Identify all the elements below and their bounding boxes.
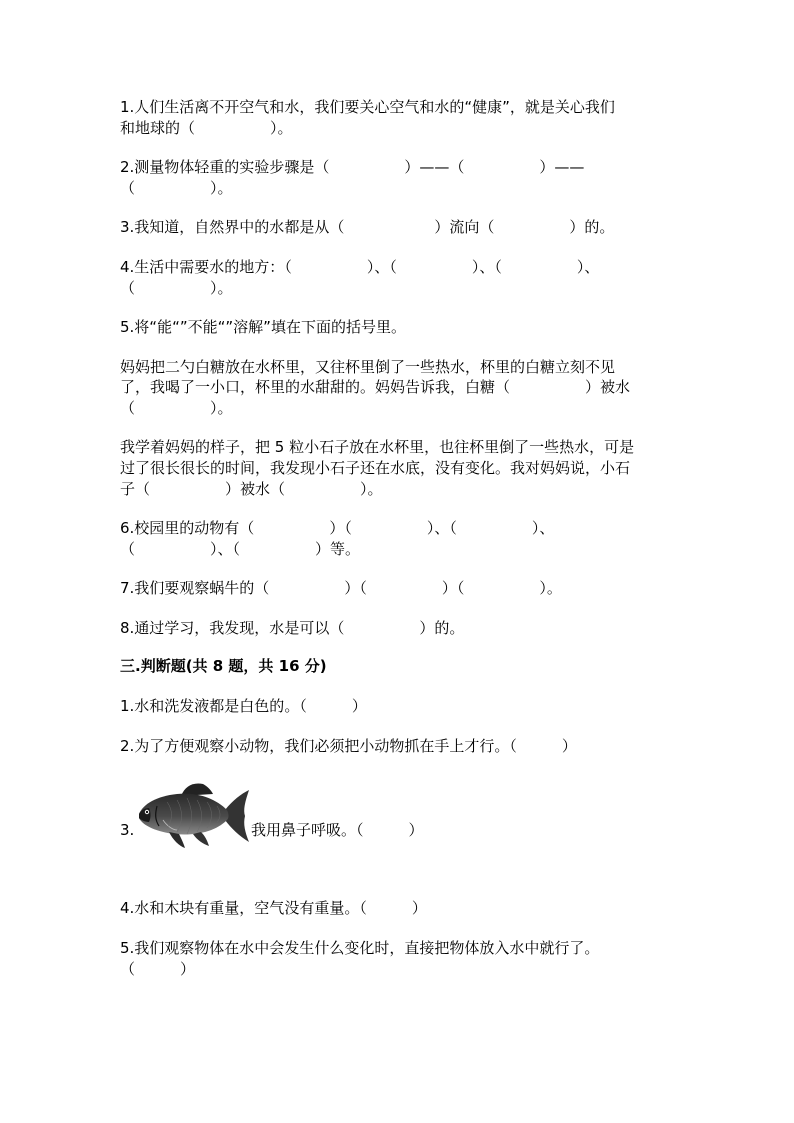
judge-question-1: 1.水和洗发液都是白色的。（ ）: [120, 697, 367, 715]
fish-illustration: [133, 780, 251, 850]
question-6-line-1: 6.校园里的动物有（ ）（ ）、（ ）、: [120, 519, 555, 537]
judge-question-2: 2.为了方便观察小动物，我们必须把小动物抓在手上才行。（ ）: [120, 737, 577, 755]
question-5-paragraph-2-line-3: 子（ ）被水（ ）。: [120, 480, 383, 498]
question-7-line-1: 7.我们要观察蜗牛的（ ）（ ）（ ）。: [120, 579, 562, 597]
question-4-line-1: 4.生活中需要水的地方：（ ）、（ ）、（ ）、: [120, 258, 600, 276]
judge-question-4: 4.水和木块有重量，空气没有重量。（ ）: [120, 899, 427, 917]
judge-question-5-line-2: （ ）: [120, 960, 196, 978]
judge-question-3-text: 我用鼻子呼吸。（ ）: [251, 821, 424, 839]
question-5-paragraph-2-line-1: 我学着妈妈的样子，把 5 粒小石子放在水杯里，也往杯里倒了一些热水，可是: [120, 438, 635, 456]
question-6-line-2: （ ）、（ ）等。: [120, 540, 361, 558]
question-5-paragraph-1-line-3: （ ）。: [120, 399, 233, 417]
question-8-line-1: 8.通过学习，我发现，水是可以（ ）的。: [120, 619, 465, 637]
question-5-paragraph-2-line-2: 过了很长很长的时间，我发现小石子还在水底，没有变化。我对妈妈说，小石: [120, 459, 631, 477]
section-3-heading: 三.判断题(共 8 题，共 16 分): [120, 657, 327, 675]
question-4-line-2: （ ）。: [120, 279, 233, 297]
question-1-line-1: 1.人们生活离不开空气和水，我们要关心空气和水的“健康”，就是关心我们: [120, 98, 615, 116]
question-5-line-1: 5.将“能“”不能“”溶解”填在下面的括号里。: [120, 318, 406, 336]
question-2-line-2: （ ）。: [120, 179, 233, 197]
judge-question-3-number: 3.: [120, 821, 135, 839]
question-3-line-1: 3.我知道，自然界中的水都是从（ ）流向（ ）的。: [120, 218, 615, 236]
question-1-line-2: 和地球的（ ）。: [120, 119, 293, 137]
judge-question-5-line-1: 5.我们观察物体在水中会发生什么变化时，直接把物体放入水中就行了。: [120, 939, 600, 957]
question-5-paragraph-1-line-2: 了，我喝了一小口，杯里的水甜甜的。妈妈告诉我，白糖（ ）被水: [120, 378, 631, 396]
question-5-paragraph-1-line-1: 妈妈把二勺白糖放在水杯里，又往杯里倒了一些热水，杯里的白糖立刻不见: [120, 358, 616, 376]
question-2-line-1: 2.测量物体轻重的实验步骤是（ ）——（ ）——: [120, 158, 585, 176]
